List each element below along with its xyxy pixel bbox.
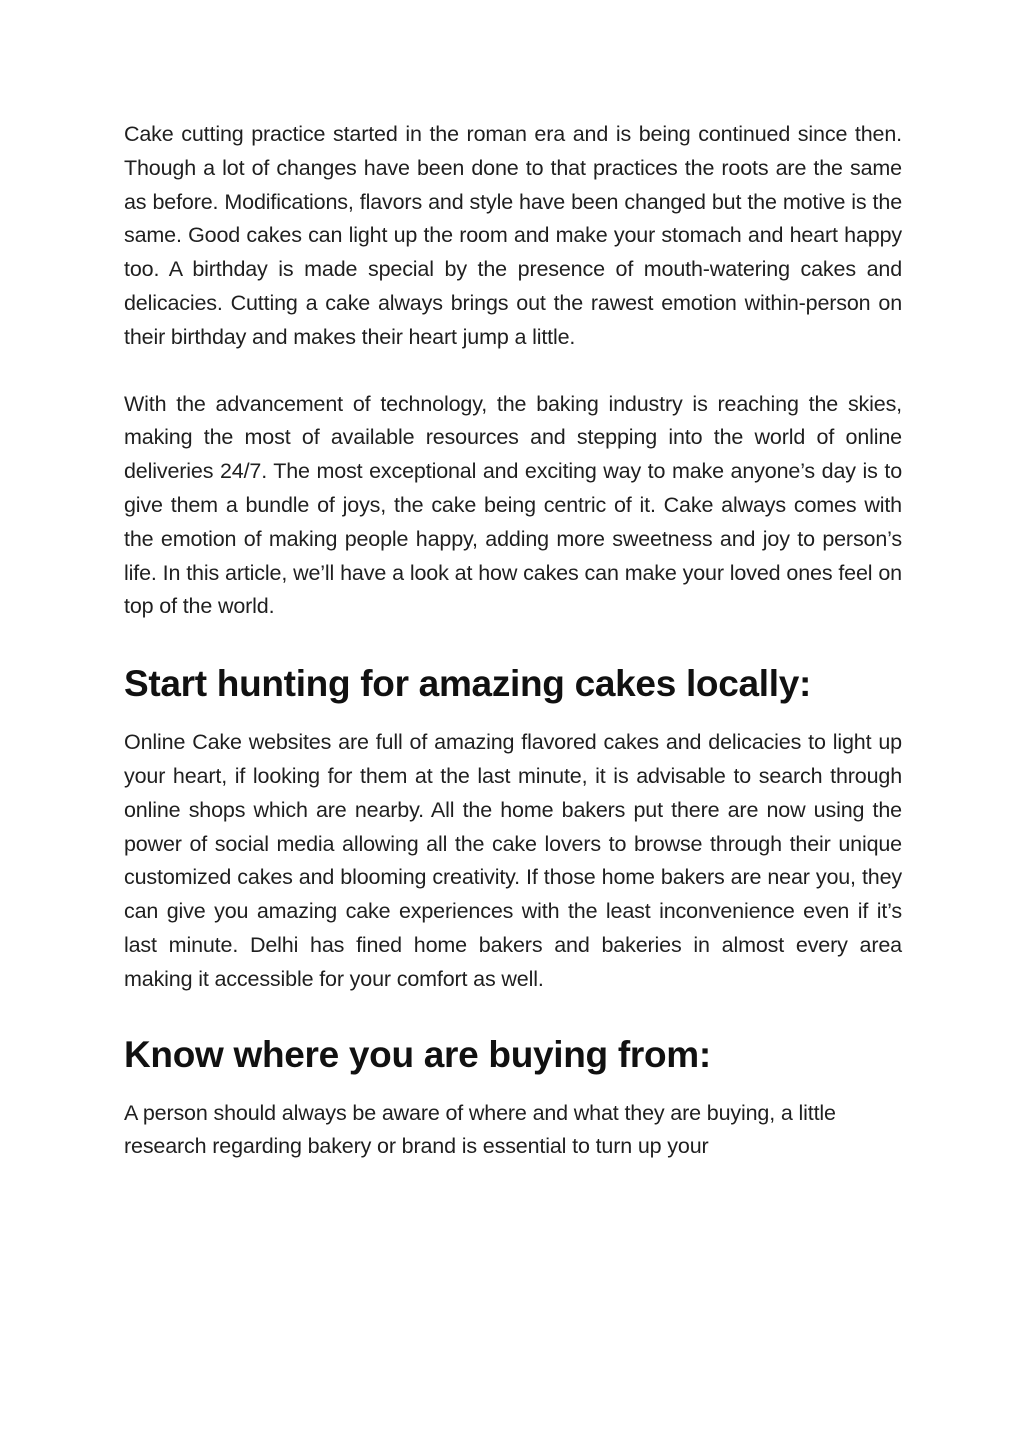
section-heading-know-where-buying: Know where you are buying from: (124, 1033, 711, 1075)
intro-paragraph-1: Cake cutting practice started in the roman era and is being continued since then. Though a lot of changes have been done to that practices the roots are the same as before. Modifications, flavors and style have been changed but the motive is the same. Good cakes can light up the room and make your stomach and heart happy too. A birthday is made special by the presence of mouth-watering cakes and delicacies. Cutting a cake always brings out the rawest emotion within-person on their birthday and makes their heart jump a little. (124, 122, 902, 349)
section-paragraph-hunting-cakes: Online Cake websites are full of amazing flavored cakes and delicacies to light up your heart, if looking for them at the last minute, it is advisable to search through online shops which are nearby. All the home bakers put there are now using the power of social media allowing all the cake lovers to browse through their unique customized cakes and blooming creativity. If those home bakers are near you, they can give you amazing cake experiences with the least inconvenience even if it’s last minute. Delhi has fined home bakers and bakeries in almost every area making it accessible for your comfort as well. (124, 730, 902, 991)
section-heading-hunting-cakes: Start hunting for amazing cakes locally: (124, 663, 812, 705)
document-body (124, 118, 902, 1164)
intro-paragraph-2: With the advancement of technology, the baking industry is reaching the skies, making the most of available resources and stepping into the world of online deliveries 24/7. The most exceptional and exciting way to make anyone’s day is to give them a bundle of joys, the cake being centric of it. Cake always comes with the emotion of making people happy, adding more sweetness and joy to person’s life. In this article, we’ll have a look at how cakes can make your loved ones feel on top of the world. (124, 391, 902, 619)
section-paragraph-know-where-buying: A person should always be aware of where and what they are buying, a little research regarding bakery or brand is essential to turn up your (124, 1100, 836, 1159)
